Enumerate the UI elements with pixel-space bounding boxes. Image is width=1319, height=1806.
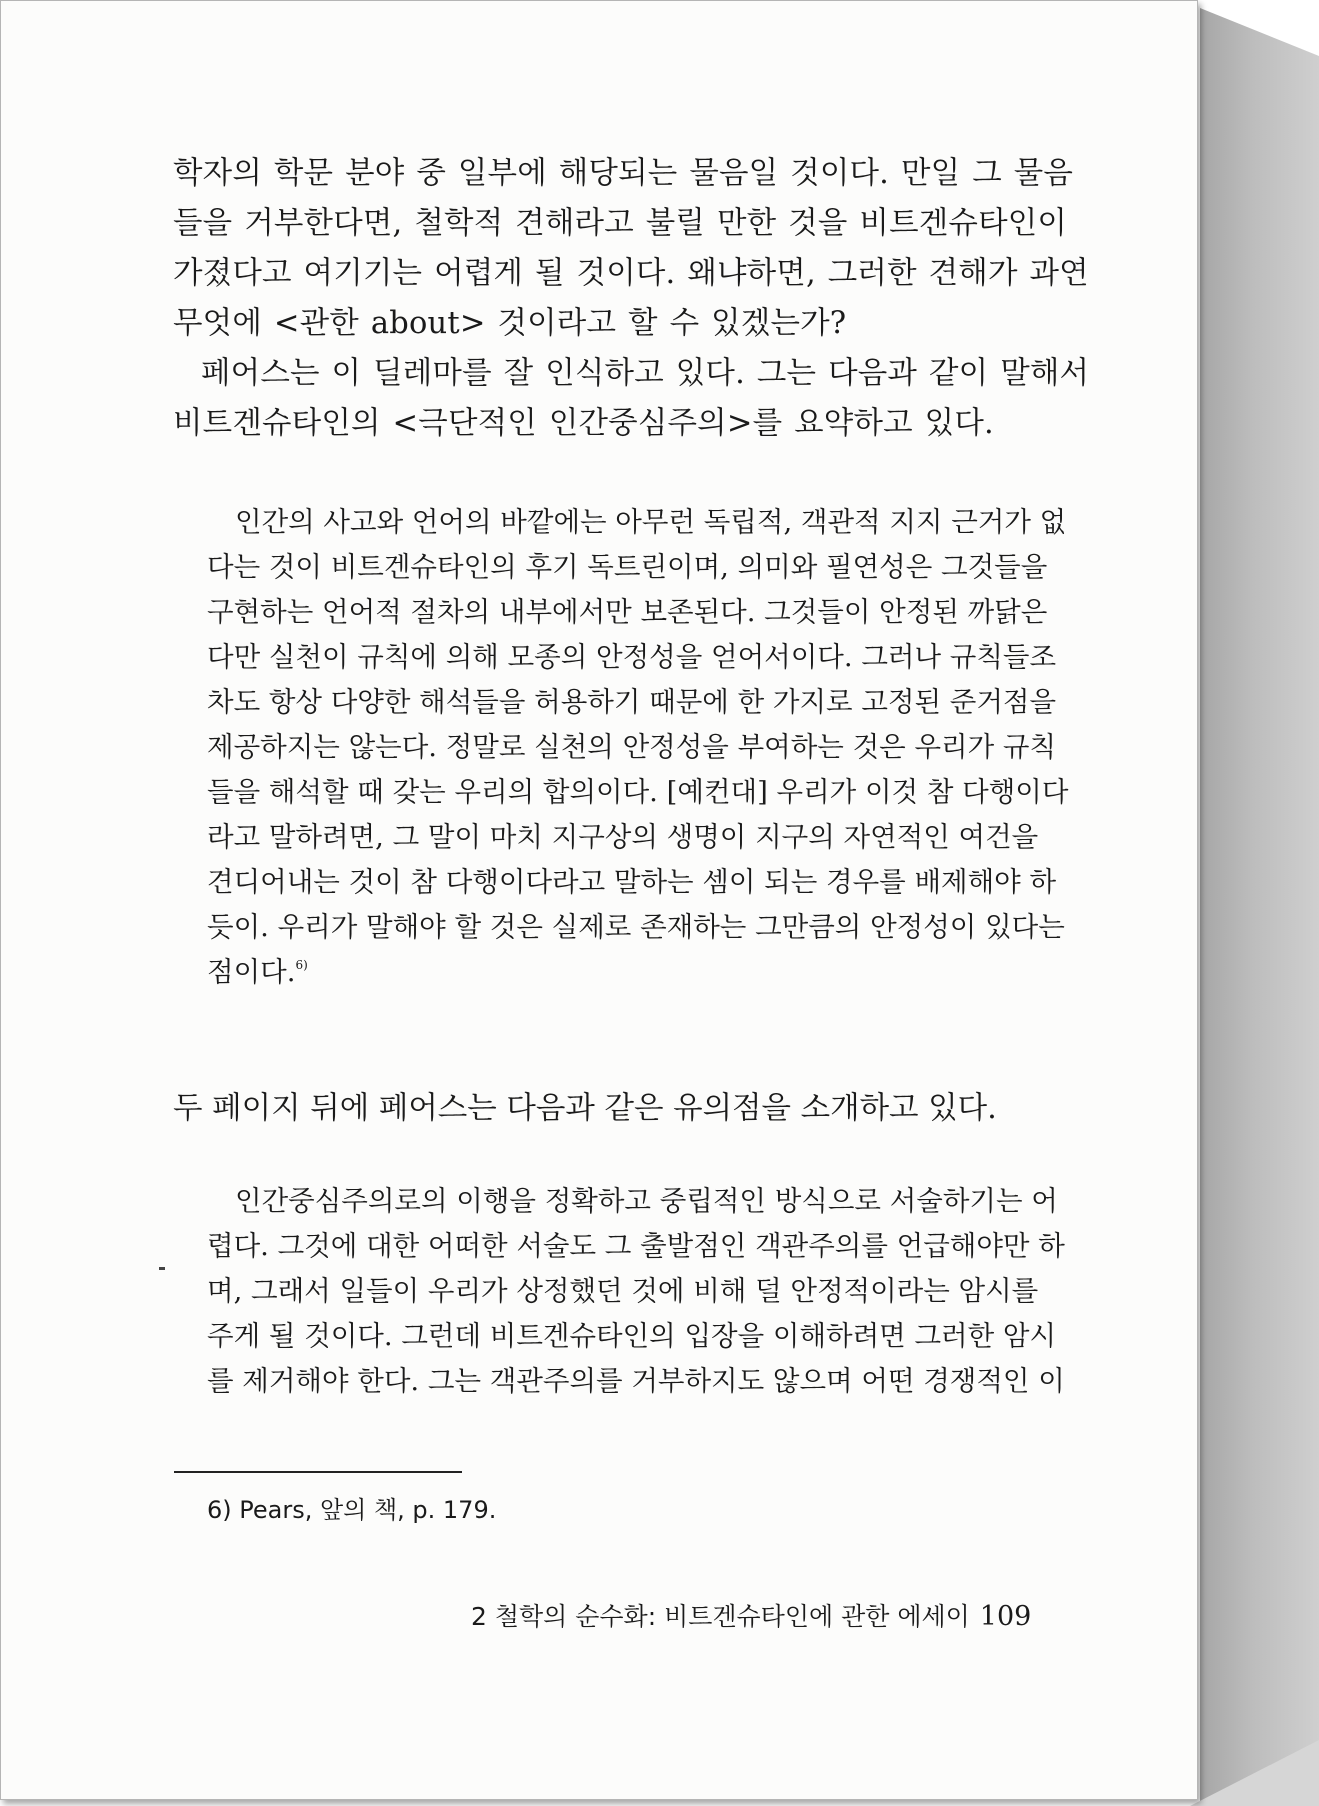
- quote-line: 를 제거해야 한다. 그는 객관주의를 거부하지도 않으며 어떤 경쟁적인 이: [207, 1365, 1065, 1397]
- quote-line: 듯이. 우리가 말해야 할 것은 실제로 존재하는 그만큼의 안정성이 있다는: [207, 911, 1065, 943]
- quote-line-last: [207, 950, 1023, 995]
- quote-line-text: 점이다.: [207, 956, 296, 988]
- quote-line: 다는 것이 비트겐슈타인의 후기 독트린이며, 의미와 필연성은 그것들을: [207, 551, 1048, 583]
- transition-sentence: 두 페이지 뒤에 페어스는 다음과 같은 유의점을 소개하고 있다.: [173, 1091, 997, 1126]
- block-quote-2: [207, 1179, 1065, 1404]
- footnote-text: 6) Pears, 앞의 책, p. 179.: [207, 1496, 497, 1524]
- footnote-divider: [174, 1471, 462, 1473]
- quote-line: 주게 될 것이다. 그런데 비트겐슈타인의 입장을 이해하려면 그러한 암시: [207, 1320, 1057, 1352]
- chapter-title: 2 철학의 순수화: 비트겐슈타인에 관한 에세이: [471, 1602, 970, 1631]
- text-line: 학자의 학문 분야 중 일부에 해당되는 물음일 것이다. 만일 그 물음: [173, 156, 1074, 191]
- quote-line: 라고 말하려면, 그 말이 마치 지구상의 생명이 지구의 자연적인 여건을: [207, 821, 1039, 853]
- text-line: 가졌다고 여기기는 어렵게 될 것이다. 왜냐하면, 그러한 견해가 과연: [173, 256, 1089, 291]
- text-line: 들을 거부한다면, 철학적 견해라고 불릴 만한 것을 비트겐슈타인이: [173, 206, 1068, 241]
- text-line: 페어스는 이 딜레마를 잘 인식하고 있다. 그는 다음과 같이 말해서: [201, 356, 1090, 391]
- quote-line: 며, 그래서 일들이 우리가 상정했던 것에 비해 덜 안정적이라는 암시를: [207, 1275, 1039, 1307]
- quote-line: 구현하는 언어적 절차의 내부에서만 보존된다. 그것들이 안정된 까닭은: [207, 596, 1048, 628]
- text-line: 무엇에 <관한 about> 것이라고 할 수 있겠는가?: [173, 306, 847, 341]
- quote-line: 제공하지는 않는다. 정말로 실천의 안정성을 부여하는 것은 우리가 규칙: [207, 731, 1057, 763]
- book-edge: [1200, 0, 1319, 1806]
- running-footer: [471, 1597, 1032, 1633]
- block-quote-1: [207, 500, 1069, 995]
- quote-line: 차도 항상 다양한 해석들을 허용하기 때문에 한 가지로 고정된 준거점을: [207, 686, 1057, 718]
- quote-line: 인간의 사고와 언어의 바깥에는 아무런 독립적, 객관적 지지 근거가 없: [235, 506, 1067, 538]
- stray-ink-mark: [159, 1267, 165, 1270]
- quote-line: 다만 실천이 규칙에 의해 모종의 안정성을 얻어서이다. 그러나 규칙들조: [207, 641, 1057, 673]
- intro-paragraph: [173, 149, 1090, 449]
- quote-line: 들을 해석할 때 갖는 우리의 합의이다. [예컨대] 우리가 이것 참 다행이다: [207, 776, 1069, 808]
- footnote-marker: 6): [295, 958, 308, 972]
- text-line: 비트겐슈타인의 <극단적인 인간중심주의>를 요약하고 있다.: [173, 406, 994, 441]
- quote-line: 인간중심주의로의 이행을 정확하고 중립적인 방식으로 서술하기는 어: [235, 1185, 1058, 1217]
- quote-line: 견디어내는 것이 참 다행이다라고 말하는 셈이 되는 경우를 배제해야 하: [207, 866, 1057, 898]
- page-number: 109: [979, 1601, 1032, 1632]
- quote-line: 렵다. 그것에 대한 어떠한 서술도 그 출발점인 객관주의를 언급해야만 하: [207, 1230, 1065, 1262]
